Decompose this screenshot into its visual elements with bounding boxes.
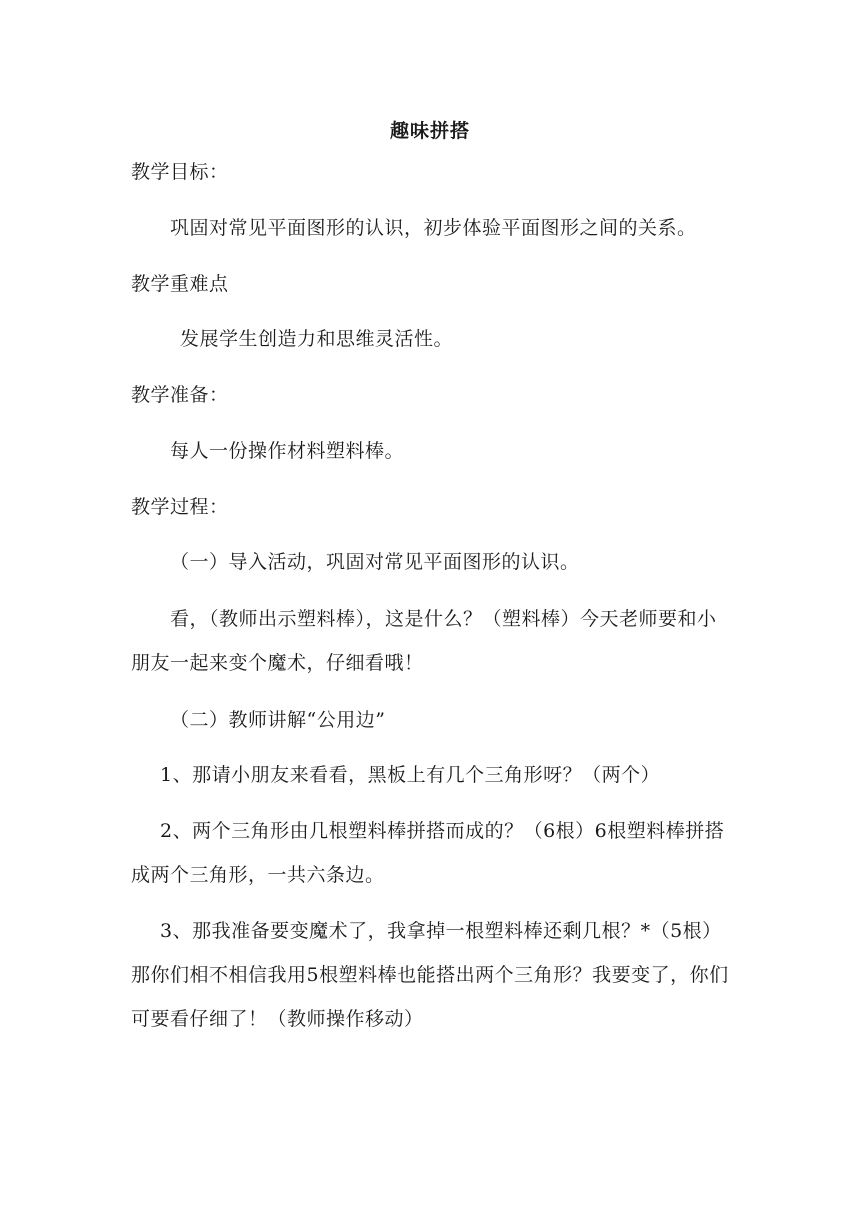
preparation-text: 每人一份操作材料塑料棒。 [170, 440, 405, 462]
step1-paragraph: 看，（教师出示塑料棒），这是什么？（塑料棒）今天老师要和小朋友一起来变个魔术，仔细看哦！ [131, 608, 717, 674]
goal-text: 巩固对常见平面图形的认识，初步体验平面图形之间的关系。 [170, 217, 697, 239]
preparation-heading: 教学准备： [131, 384, 229, 406]
goal-heading: 教学目标： [131, 161, 229, 183]
list-item: 1、那请小朋友来看看，黑板上有几个三角形呀？（两个） [160, 764, 661, 786]
key-points-heading: 教学重难点 [131, 273, 229, 295]
list-item: 3、那我准备要变魔术了，我拿掉一根塑料棒还剩几根？*（5根）那你们相不相信我用5根塑料棒也能搭出两个三角形？我要变了，你们可要看仔细了！（教师操作移动） [131, 920, 729, 1030]
list-item: 2、两个三角形由几根塑料棒拼搭而成的？（6根）6根塑料棒拼搭成两个三角形，一共六条边。 [131, 820, 725, 886]
step1-heading: （一）导入活动，巩固对常见平面图形的认识。 [170, 551, 580, 573]
process-heading: 教学过程： [131, 496, 229, 518]
key-points-text: 发展学生创造力和思维灵活性。 [180, 328, 454, 350]
step2-heading: （二）教师讲解“公用边” [170, 709, 386, 731]
document-title: 趣味拼搭 [389, 120, 470, 142]
